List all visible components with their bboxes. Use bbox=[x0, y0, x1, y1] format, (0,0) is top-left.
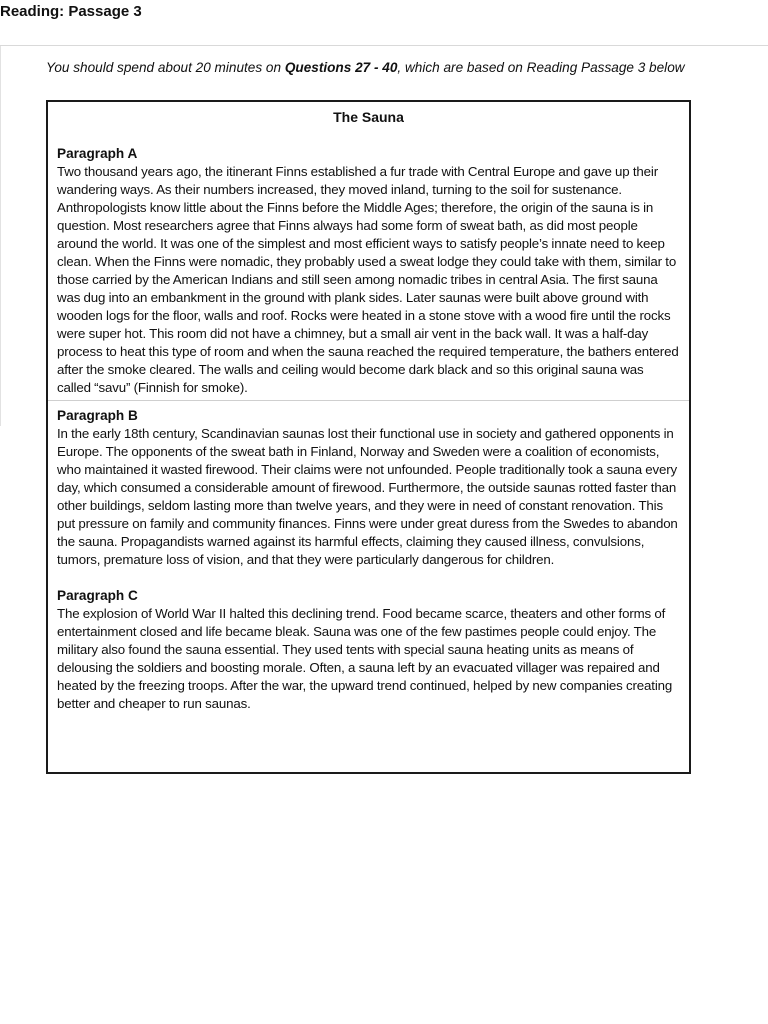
paragraph-a-text: Two thousand years ago, the itinerant Finns established a fur trade with Central Europe and gave up their wandering ways. As their numbers increased, they moved inland, turning to the soil for sustenance. Anthropologists know little about the Finns before the Middle Ages; therefore, the origin of the sauna is in question. Most researchers agree that Finns always had some form of sweat bath, as did most people around the world. It was one of the simplest and most efficient ways to satisfy people’s innate need to keep clean. When the Finns were nomadic, they probably used a sweat lodge they could take with them, similar to those carried by the American Indians and still seen among nomadic tribes in central Asia. The first sauna was dug into an embankment in the ground with plank sides. Later saunas were built above ground with wooden logs for the floor, walls and roof. Rocks were heated in a stone stove with a wood fire until the rocks were super hot. This room did not have a chimney, but a small air vent in the back wall. It was a half-day process to heat this type of room and when the sauna reached the required temperature, the bathers entered after the smoke cleared. The walls and ceiling would become dark black and so this original sauna was called “savu” (Finnish for smoke). bbox=[57, 164, 679, 395]
paragraph-b bbox=[57, 407, 680, 569]
paragraph-b-text: In the early 18th century, Scandinavian saunas lost their functional use in society and gathered opponents in Europe. The opponents of the sweat bath in Finland, Norway and Sweden were a coalition of economists, who maintained it wasted firewood. Their claims were not unfounded. People traditionally took a sauna every day, which consumed a considerable amount of firewood. Furthermore, the outside saunas rotted faster than other buildings, seldom lasting more than twelve years, and they were in need of constant renovation. This put pressure on family and community finances. Finns were under great duress from the Swedes to abandon the sauna. Propagandists warned against its harmful effects, claiming they caused illness, convulsions, tumors, premature loss of vision, and that they were particularly dangerous for children. bbox=[57, 426, 678, 567]
header-divider bbox=[0, 45, 768, 46]
passage-title: The Sauna bbox=[333, 109, 404, 125]
paragraph-spacer bbox=[57, 569, 680, 587]
passage-box bbox=[46, 100, 691, 774]
left-edge-line bbox=[0, 46, 1, 426]
paragraph-c-heading: Paragraph C bbox=[57, 588, 138, 603]
instructions-prefix: You should spend about 20 minutes on bbox=[46, 60, 285, 75]
instructions bbox=[46, 59, 696, 77]
paragraph-c bbox=[57, 587, 680, 713]
paragraph-a bbox=[57, 145, 680, 397]
paragraph-c-text: The explosion of World War II halted this declining trend. Food became scarce, theaters and other forms of entertainment closed and life became bleak. Sauna was one of the few pastimes people could enjoy. The military also found the sauna essential. They used tents with special sauna heating units as means of delousing the soldiers and boosting morale. Often, a sauna left by an evacuated villager was repaired and heated by the freezing troops. After the war, the upward trend continued, helped by new companies creating better and cheaper to run saunas. bbox=[57, 606, 673, 711]
paragraph-a-heading: Paragraph A bbox=[57, 146, 138, 161]
instructions-suffix: , which are based on Reading Passage 3 below bbox=[397, 60, 685, 75]
instructions-questions: Questions 27 - 40 bbox=[284, 60, 398, 75]
page-header: Reading: Passage 3 bbox=[0, 3, 142, 20]
paragraph-b-heading: Paragraph B bbox=[57, 408, 138, 423]
section-divider bbox=[48, 400, 689, 401]
